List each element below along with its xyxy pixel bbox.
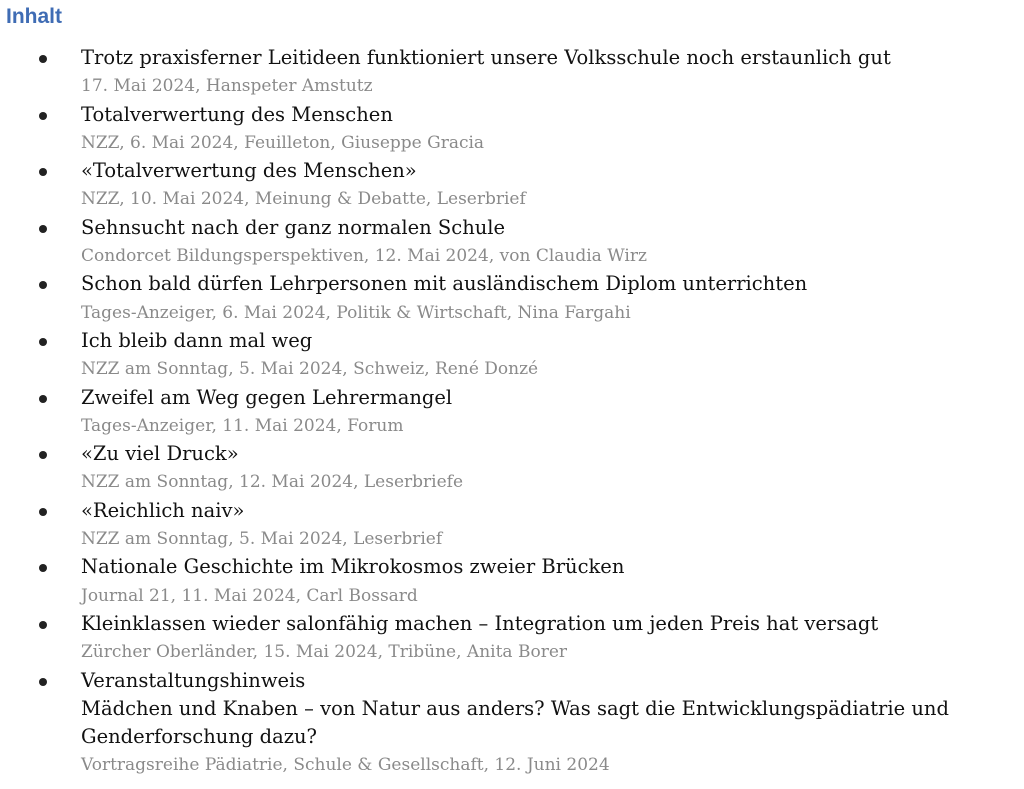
bullet-icon (39, 168, 47, 176)
article-source: Condorcet Bildungsperspektiven, 12. Mai 2024, von Claudia Wirz (81, 246, 647, 267)
article-title: Ich bleib dann mal weg (81, 328, 313, 352)
article-source: Vortragsreihe Pädiatrie, Schule & Gesellschaft, 12. Juni 2024 (81, 755, 610, 776)
list-item (6, 157, 1012, 214)
bullet-icon (39, 281, 47, 289)
bullet-icon (39, 55, 47, 63)
bullet-icon (39, 621, 47, 629)
article-source: NZZ, 10. Mai 2024, Meinung & Debatte, Leserbrief (81, 189, 526, 210)
list-item (6, 44, 1012, 101)
article-title: Zweifel am Weg gegen Lehrermangel (81, 385, 453, 409)
list-item (6, 667, 1012, 780)
article-source: NZZ am Sonntag, 12. Mai 2024, Leserbriefe (81, 472, 464, 493)
list-item (6, 327, 1012, 384)
article-title: «Reichlich naiv» (81, 498, 245, 522)
page-title: Inhalt (6, 5, 62, 28)
article-source: 17. Mai 2024, Hanspeter Amstutz (81, 76, 373, 97)
article-source: Journal 21, 11. Mai 2024, Carl Bossard (81, 585, 418, 606)
article-title: Nationale Geschichte im Mikrokosmos zweier Brücken (81, 555, 625, 579)
article-source: NZZ am Sonntag, 5. Mai 2024, Leserbrief (81, 529, 443, 550)
list-item (6, 610, 1012, 667)
contents-list (6, 44, 1012, 780)
list-item (6, 384, 1012, 441)
article-title: Schon bald dürfen Lehrpersonen mit ausländischem Diplom unterrichten (81, 272, 808, 296)
article-title: «Totalverwertung des Menschen» (81, 159, 417, 183)
article-title: Totalverwertung des Menschen (81, 102, 393, 126)
article-title: Trotz praxisferner Leitideen funktioniert unsere Volksschule noch erstaunlich gut (81, 46, 891, 69)
bullet-icon (39, 112, 47, 120)
list-item (6, 270, 1012, 327)
article-subtitle: Mädchen und Knaben – von Natur aus anders? Was sagt die Entwicklungspädiatrie und Genderforschung dazu? (81, 696, 949, 749)
article-title: Veranstaltungshinweis (81, 668, 306, 692)
article-title: Sehnsucht nach der ganz normalen Schule (81, 215, 506, 239)
article-title: «Zu viel Druck» (81, 442, 239, 466)
article-source: NZZ, 6. Mai 2024, Feuilleton, Giuseppe Gracia (81, 132, 485, 153)
bullet-icon (39, 678, 47, 686)
bullet-icon (39, 225, 47, 233)
article-source: Zürcher Oberländer, 15. Mai 2024, Tribüne, Anita Borer (81, 642, 568, 663)
list-item (6, 553, 1012, 610)
list-item (6, 497, 1012, 554)
bullet-icon (39, 395, 47, 403)
bullet-icon (39, 451, 47, 459)
article-source: Tages-Anzeiger, 11. Mai 2024, Forum (81, 415, 404, 436)
article-source: NZZ am Sonntag, 5. Mai 2024, Schweiz, René Donzé (81, 359, 539, 380)
bullet-icon (39, 338, 47, 346)
list-item (6, 214, 1012, 271)
article-source: Tages-Anzeiger, 6. Mai 2024, Politik & Wirtschaft, Nina Fargahi (81, 302, 631, 323)
bullet-icon (39, 508, 47, 516)
article-title: Kleinklassen wieder salonfähig machen – Integration um jeden Preis hat versagt (81, 611, 879, 635)
list-item (6, 101, 1012, 158)
bullet-icon (39, 564, 47, 572)
list-item (6, 440, 1012, 497)
